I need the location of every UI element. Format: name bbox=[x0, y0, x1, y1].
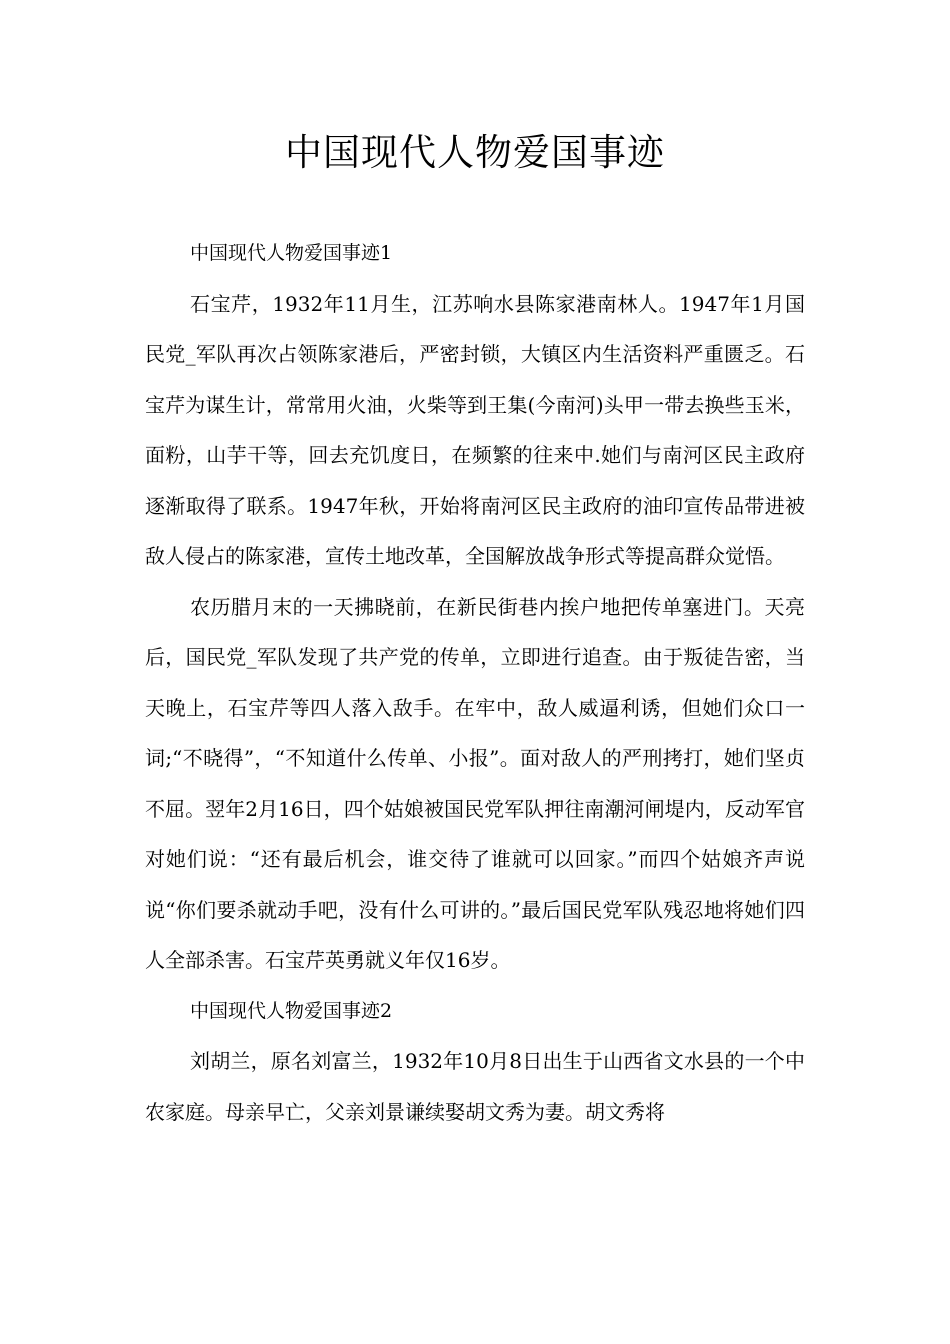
section-heading-1: 中国现代人物爱国事迹1 bbox=[190, 242, 393, 264]
document-title: 中国现代人物爱国事迹 bbox=[285, 131, 665, 174]
paragraph: 石宝芹，1932年11月生，江苏响水县陈家港南林人。1947年1月国民党_军队再次占领陈家港后，严密封锁，大镇区内生活资料严重匮乏。石宝芹为谋生计，常常用火油，火柴等到王集(今南河)头甲一带去换些玉米，面粉，山芋干等，回去充饥度日，在频繁的往来中.她们与南河区民主政府逐渐取得了联系。1947年秋，开始将南河区民主政府的油印宣传品带进被敌人侵占的陈家港，宣传土地改革，全国解放战争形式等提高群众觉悟。 bbox=[145, 291, 805, 568]
paragraph: 农历腊月末的一天拂晓前，在新民街巷内挨户地把传单塞进门。天亮后，国民党_军队发现了共产党的传单，立即进行追查。由于叛徒告密，当天晚上，石宝芹等四人落入敌手。在牢中，敌人威逼利诱，但她们众口一词;“不晓得”，“不知道什么传单、小报”。面对敌人的严刑拷打，她们坚贞不屈。翌年2月16日，四个姑娘被国民党军队押往南潮河闸堤内，反动军官对她们说：“还有最后机会，谁交待了谁就可以回家。”而四个姑娘齐声说说“你们要杀就动手吧，没有什么可讲的。”最后国民党军队残忍地将她们四人全部杀害。石宝芹英勇就义年仅16岁。 bbox=[145, 594, 805, 972]
section-heading-2: 中国现代人物爱国事迹2 bbox=[190, 999, 393, 1022]
document-body bbox=[145, 228, 805, 1137]
paragraph: 刘胡兰，原名刘富兰，1932年10月8日出生于山西省文水县的一个中农家庭。母亲早亡，父亲刘景谦续娶胡文秀为妻。胡文秀将 bbox=[145, 1049, 805, 1124]
